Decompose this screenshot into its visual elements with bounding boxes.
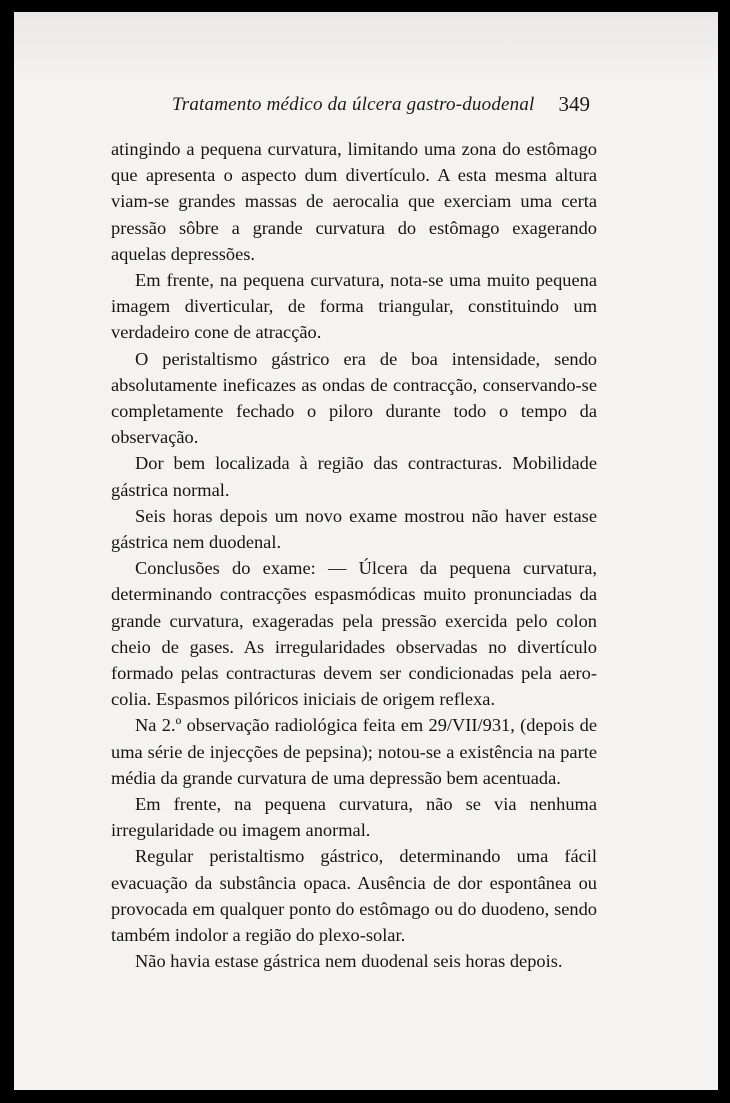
paragraph: Em frente, na pequena curvatura, nota-se uma muito pequena imagem diverticular, de forma triangular, constituindo um verdadeiro cone de atracção. <box>111 270 597 343</box>
paragraph: Em frente, na pequena curvatura, não se via nenhuma irregularidade ou imagem anormal. <box>111 794 597 841</box>
book-page <box>14 12 718 1090</box>
paragraph: atingindo a pequena curvatura, limitando uma zona do estômago que apresenta o aspecto dum divertículo. A esta mesma altura viam-se grandes massas de aerocalia que exerciam uma certa pressão sôbre a grande curvatura do estômago exagerando aquelas depressões. <box>111 139 597 264</box>
paragraph: Conclusões do exame: — Úlcera da pequena curvatura, determinando contracções espasmódicas muito pronunciadas da grande curvatura, exageradas pela pressão exercida pelo colon cheio de gases. As irregularidades observadas no divertículo formado pelas contracturas devem ser condicionadas pela aero-colia. Espasmos pilóricos iniciais de origem reflexa. <box>111 558 597 710</box>
body-text <box>111 136 597 975</box>
page-header <box>110 90 590 120</box>
paragraph: Dor bem localizada à região das contracturas. Mobilidade gástrica normal. <box>111 453 597 500</box>
paragraph: Regular peristaltismo gástrico, determinando uma fácil evacuação da substância opaca. Ausência de dor espontânea ou provocada em qualquer ponto do estômago ou do duodeno, sendo também indolor a região do plexo-solar. <box>111 846 597 946</box>
paragraph: Seis horas depois um novo exame mostrou não haver estase gástrica nem duodenal. <box>111 505 597 553</box>
page-number: 349 <box>558 92 590 116</box>
paragraph: O peristaltismo gástrico era de boa intensidade, sendo absolutamente ineficazes as ondas de contracção, conservando-se completamente fechado o piloro durante todo o tempo da observação. <box>111 348 597 448</box>
paragraph: Na 2.º observação radiológica feita em 29/VII/931, (depois de uma série de injecções de pepsina); notou-se a existência na parte média da grande curvatura de uma depressão bem acentuada. <box>111 715 597 788</box>
running-title: Tratamento médico da úlcera gastro-duodenal <box>172 94 535 115</box>
paragraph: Não havia estase gástrica nem duodenal seis horas depois. <box>135 951 563 972</box>
scan-shading <box>14 12 718 82</box>
